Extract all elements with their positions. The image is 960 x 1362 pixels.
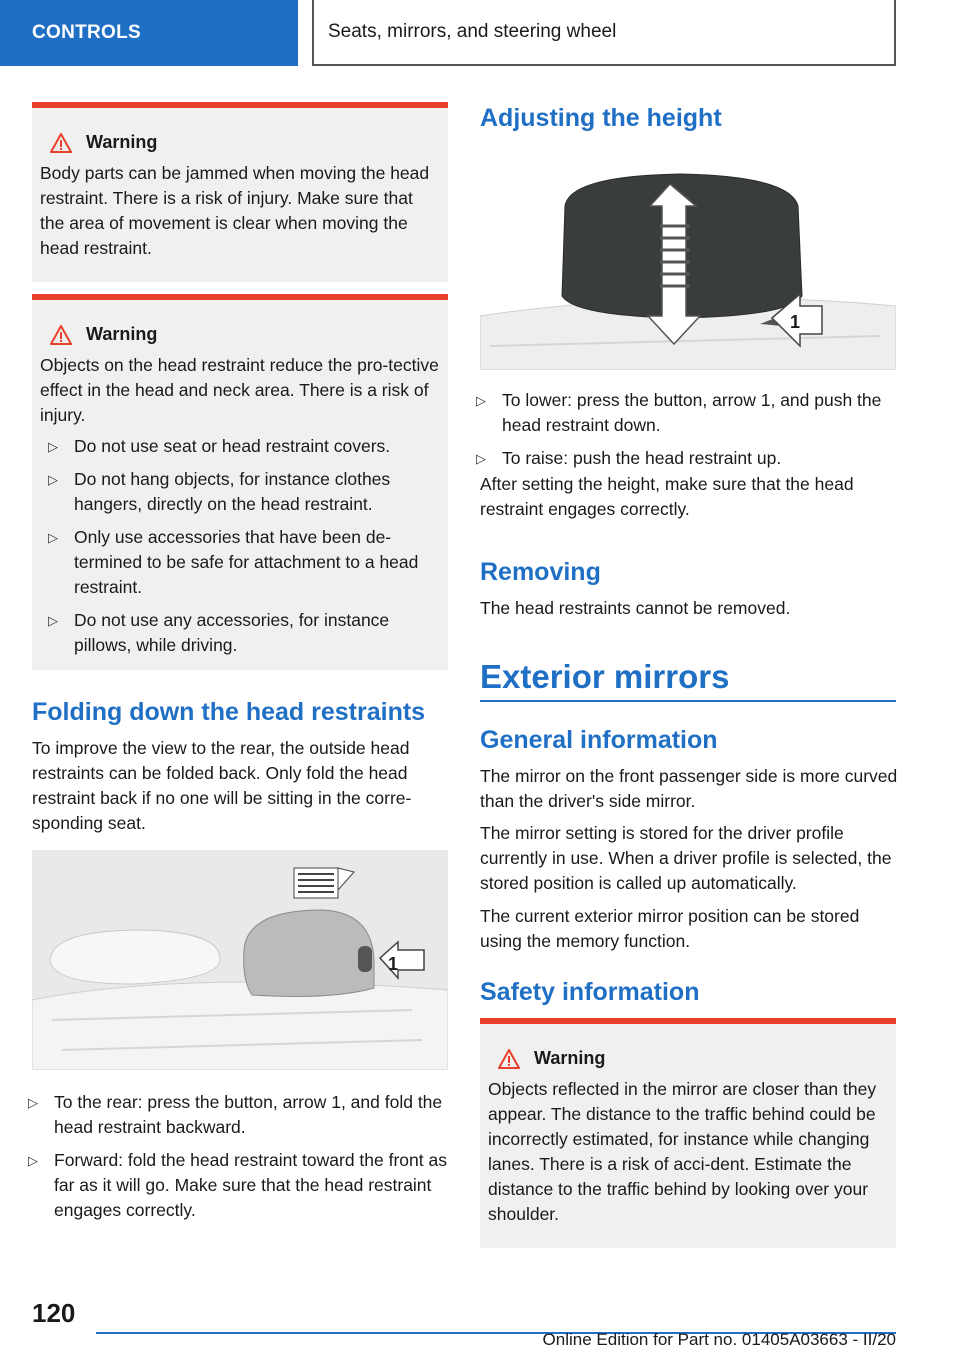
triangle-bullet-icon: ▷	[48, 439, 58, 454]
warning-box-jam	[32, 102, 448, 282]
triangle-bullet-icon: ▷	[476, 451, 486, 466]
folding-heading: Folding down the head restraints	[32, 698, 426, 726]
warning-text: Objects on the head restraint reduce the pro‐tective effect in the head and neck area. There is a risk of injury.	[40, 355, 439, 425]
warning-label: Warning	[534, 1048, 606, 1068]
warning-heading	[50, 322, 440, 347]
triangle-bullet-icon: ▷	[48, 472, 58, 487]
warning-list	[40, 434, 440, 658]
page-number: 120	[32, 1298, 76, 1328]
folding-figure	[32, 850, 448, 1070]
chapter-header	[312, 0, 896, 66]
list-item: ▷ To lower: press the button, arrow 1, and push the head restraint down.	[476, 390, 882, 435]
figure-callout-1: 1	[790, 312, 801, 332]
safety-heading: Safety information	[480, 978, 700, 1006]
list-item: ▷ Forward: fold the head restraint toward the front as far as it will go. Make sure that the head restraint engages correctly.	[28, 1150, 447, 1220]
head-restraint-fold-illustration	[32, 850, 448, 1070]
list-item: ▷ Do not use any accessories, for instance pillows, while driving.	[48, 610, 390, 655]
list-item: ▷ To the rear: press the button, arrow 1, and fold the head restraint backward.	[28, 1092, 443, 1137]
mirrors-heading: Exterior mirrors	[480, 658, 730, 695]
removing-heading: Removing	[480, 558, 601, 586]
chapter-title: Seats, mirrors, and steering wheel	[328, 21, 617, 42]
general-text-1: The mirror on the front passenger side is more curved than the driver's side mirror.	[480, 766, 898, 811]
section-tab	[0, 0, 298, 66]
head-restraint-height-illustration	[480, 166, 896, 370]
list-item: ▷ To raise: push the head restraint up.	[468, 446, 898, 471]
triangle-bullet-icon: ▷	[48, 613, 58, 628]
figure-callout-1: 1	[388, 954, 399, 974]
warning-text: Body parts can be jammed when moving the head restraint. There is a risk of injury. Make sure that the area of movement is clear when moving the head restraint.	[40, 163, 430, 258]
warning-label: Warning	[86, 324, 158, 344]
list-item: ▷ Only use accessories that have been de‐termined to be safe for attachment to a head restraint.	[48, 527, 419, 597]
warning-heading	[50, 130, 440, 155]
warning-triangle-icon	[50, 325, 72, 345]
removing-text: The head restraints cannot be removed.	[480, 598, 791, 618]
warning-box-objects	[32, 294, 448, 670]
list-item: ▷ Do not use seat or head restraint covers.	[40, 434, 440, 459]
height-heading: Adjusting the height	[480, 104, 722, 132]
warning-heading	[498, 1046, 888, 1071]
general-text-3: The current exterior mirror position can be stored using the memory function.	[480, 906, 860, 951]
list-item: ▷ Do not hang objects, for instance clothes hangers, directly on the head restraint.	[48, 469, 391, 514]
triangle-bullet-icon: ▷	[28, 1095, 38, 1110]
triangle-bullet-icon: ▷	[476, 393, 486, 408]
warning-triangle-icon	[50, 133, 72, 153]
height-figure	[480, 166, 896, 370]
edition-text: Online Edition for Part no. 01405A03663 - II/20	[542, 1330, 896, 1349]
height-list	[468, 388, 898, 479]
general-heading: General information	[480, 726, 718, 754]
general-text-2: The mirror setting is stored for the driver profile currently in use. When a driver profile is selected, the stored position is called up automatically.	[480, 823, 892, 893]
folding-text: To improve the view to the rear, the outside head restraints can be folded back. Only fold the head restraint back if no one will be sitting in the corre‐sponding seat.	[32, 738, 412, 833]
warning-label: Warning	[86, 132, 158, 152]
folding-list	[20, 1090, 450, 1231]
warning-box-mirror	[480, 1018, 896, 1248]
section-title: CONTROLS	[32, 22, 142, 43]
warning-triangle-icon	[498, 1049, 520, 1069]
triangle-bullet-icon: ▷	[28, 1153, 38, 1168]
heading-rule	[480, 700, 896, 702]
height-after-text: After setting the height, make sure that the head restraint engages correctly.	[480, 474, 854, 519]
triangle-bullet-icon: ▷	[48, 530, 58, 545]
warning-text: Objects reflected in the mirror are closer than they appear. The distance to the traffic behind could be incorrectly estimated, for instance while changing lanes. There is a risk of acci‐dent. Estimate the distance to the traffic behind by looking over your shoulder.	[488, 1079, 877, 1224]
